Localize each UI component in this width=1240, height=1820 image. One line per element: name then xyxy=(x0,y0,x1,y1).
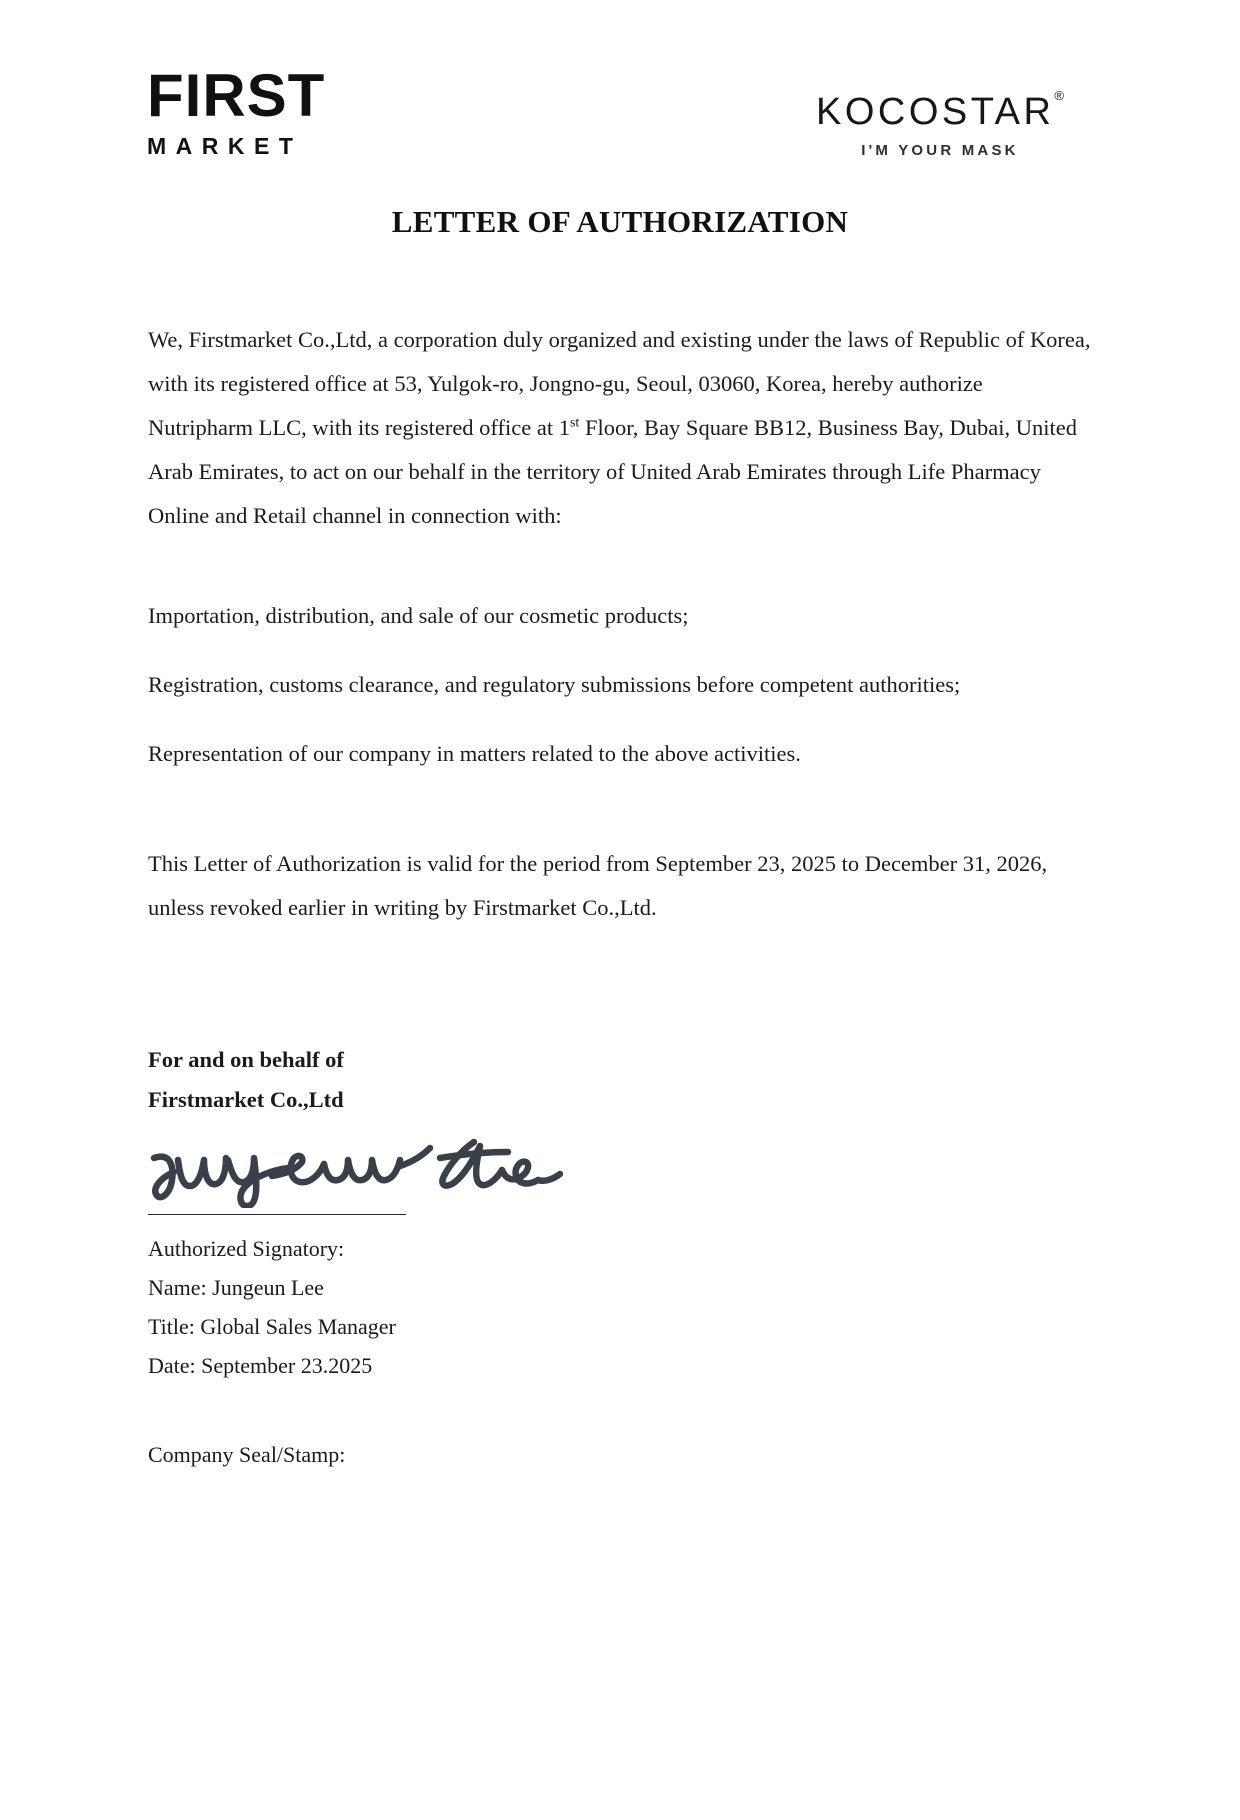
document-page xyxy=(0,62,1240,1820)
firstmarket-logo-sub: MARKET xyxy=(147,133,303,159)
list-item: Representation of our company in matters related to the above activities. xyxy=(148,741,801,766)
on-behalf-of-line: For and on behalf of xyxy=(148,1047,344,1072)
firstmarket-logo-main: FIRST xyxy=(147,62,326,129)
signature-rule xyxy=(148,1214,406,1215)
document-header xyxy=(0,62,1240,186)
page-title: LETTER OF AUTHORIZATION xyxy=(391,204,849,239)
scope-list xyxy=(148,594,1093,776)
kocostar-logo-wordmark: KOCOSTAR xyxy=(815,91,1055,133)
firstmarket-logo xyxy=(147,62,407,159)
signature-image xyxy=(144,1130,574,1208)
intro-text-before: We, Firstmarket Co.,Ltd, a corporation duly organized and existing under the laws of Republic of Korea, with its registered office at 53, Yulgok-ro, Jongno-gu, Seoul, 03060, Korea, hereby authorize Nutripharm LLC, with its registered office at 1 xyxy=(148,327,1091,440)
company-name-line: Firstmarket Co.,Ltd xyxy=(148,1087,344,1112)
document-body xyxy=(0,318,1240,1477)
intro-paragraph xyxy=(148,318,1093,538)
signatory-name: Name: Jungeun Lee xyxy=(148,1275,324,1300)
kocostar-logo-main xyxy=(815,88,1065,133)
signatory-details xyxy=(148,1229,1093,1385)
ordinal-suffix: st xyxy=(569,415,580,431)
signatory-title: Title: Global Sales Manager xyxy=(148,1314,396,1339)
kocostar-logo xyxy=(795,88,1085,159)
kocostar-tagline: I'M YOUR MASK xyxy=(861,142,1019,159)
authorized-signatory-label: Authorized Signatory: xyxy=(148,1236,345,1261)
company-seal-label: Company Seal/Stamp: xyxy=(148,1442,346,1467)
list-item: Importation, distribution, and sale of our cosmetic products; xyxy=(148,603,689,628)
list-item: Registration, customs clearance, and regulatory submissions before competent authorities; xyxy=(148,672,961,697)
signature-block xyxy=(148,1040,1093,1477)
registered-trademark-icon: ® xyxy=(1054,88,1065,104)
signatory-date: Date: September 23.2025 xyxy=(148,1353,373,1378)
intro-text-after: Floor, Bay Square BB12, Business Bay, Dubai, United Arab Emirates, to act on our behalf in the territory of United Arab Emirates through Life Pharmacy Online and Retail channel in connection with: xyxy=(148,415,1077,528)
validity-paragraph: This Letter of Authorization is valid for the period from September 23, 2025 to December 31, 2026, unless revoked earlier in writing by Firstmarket Co.,Ltd. xyxy=(148,851,1048,920)
